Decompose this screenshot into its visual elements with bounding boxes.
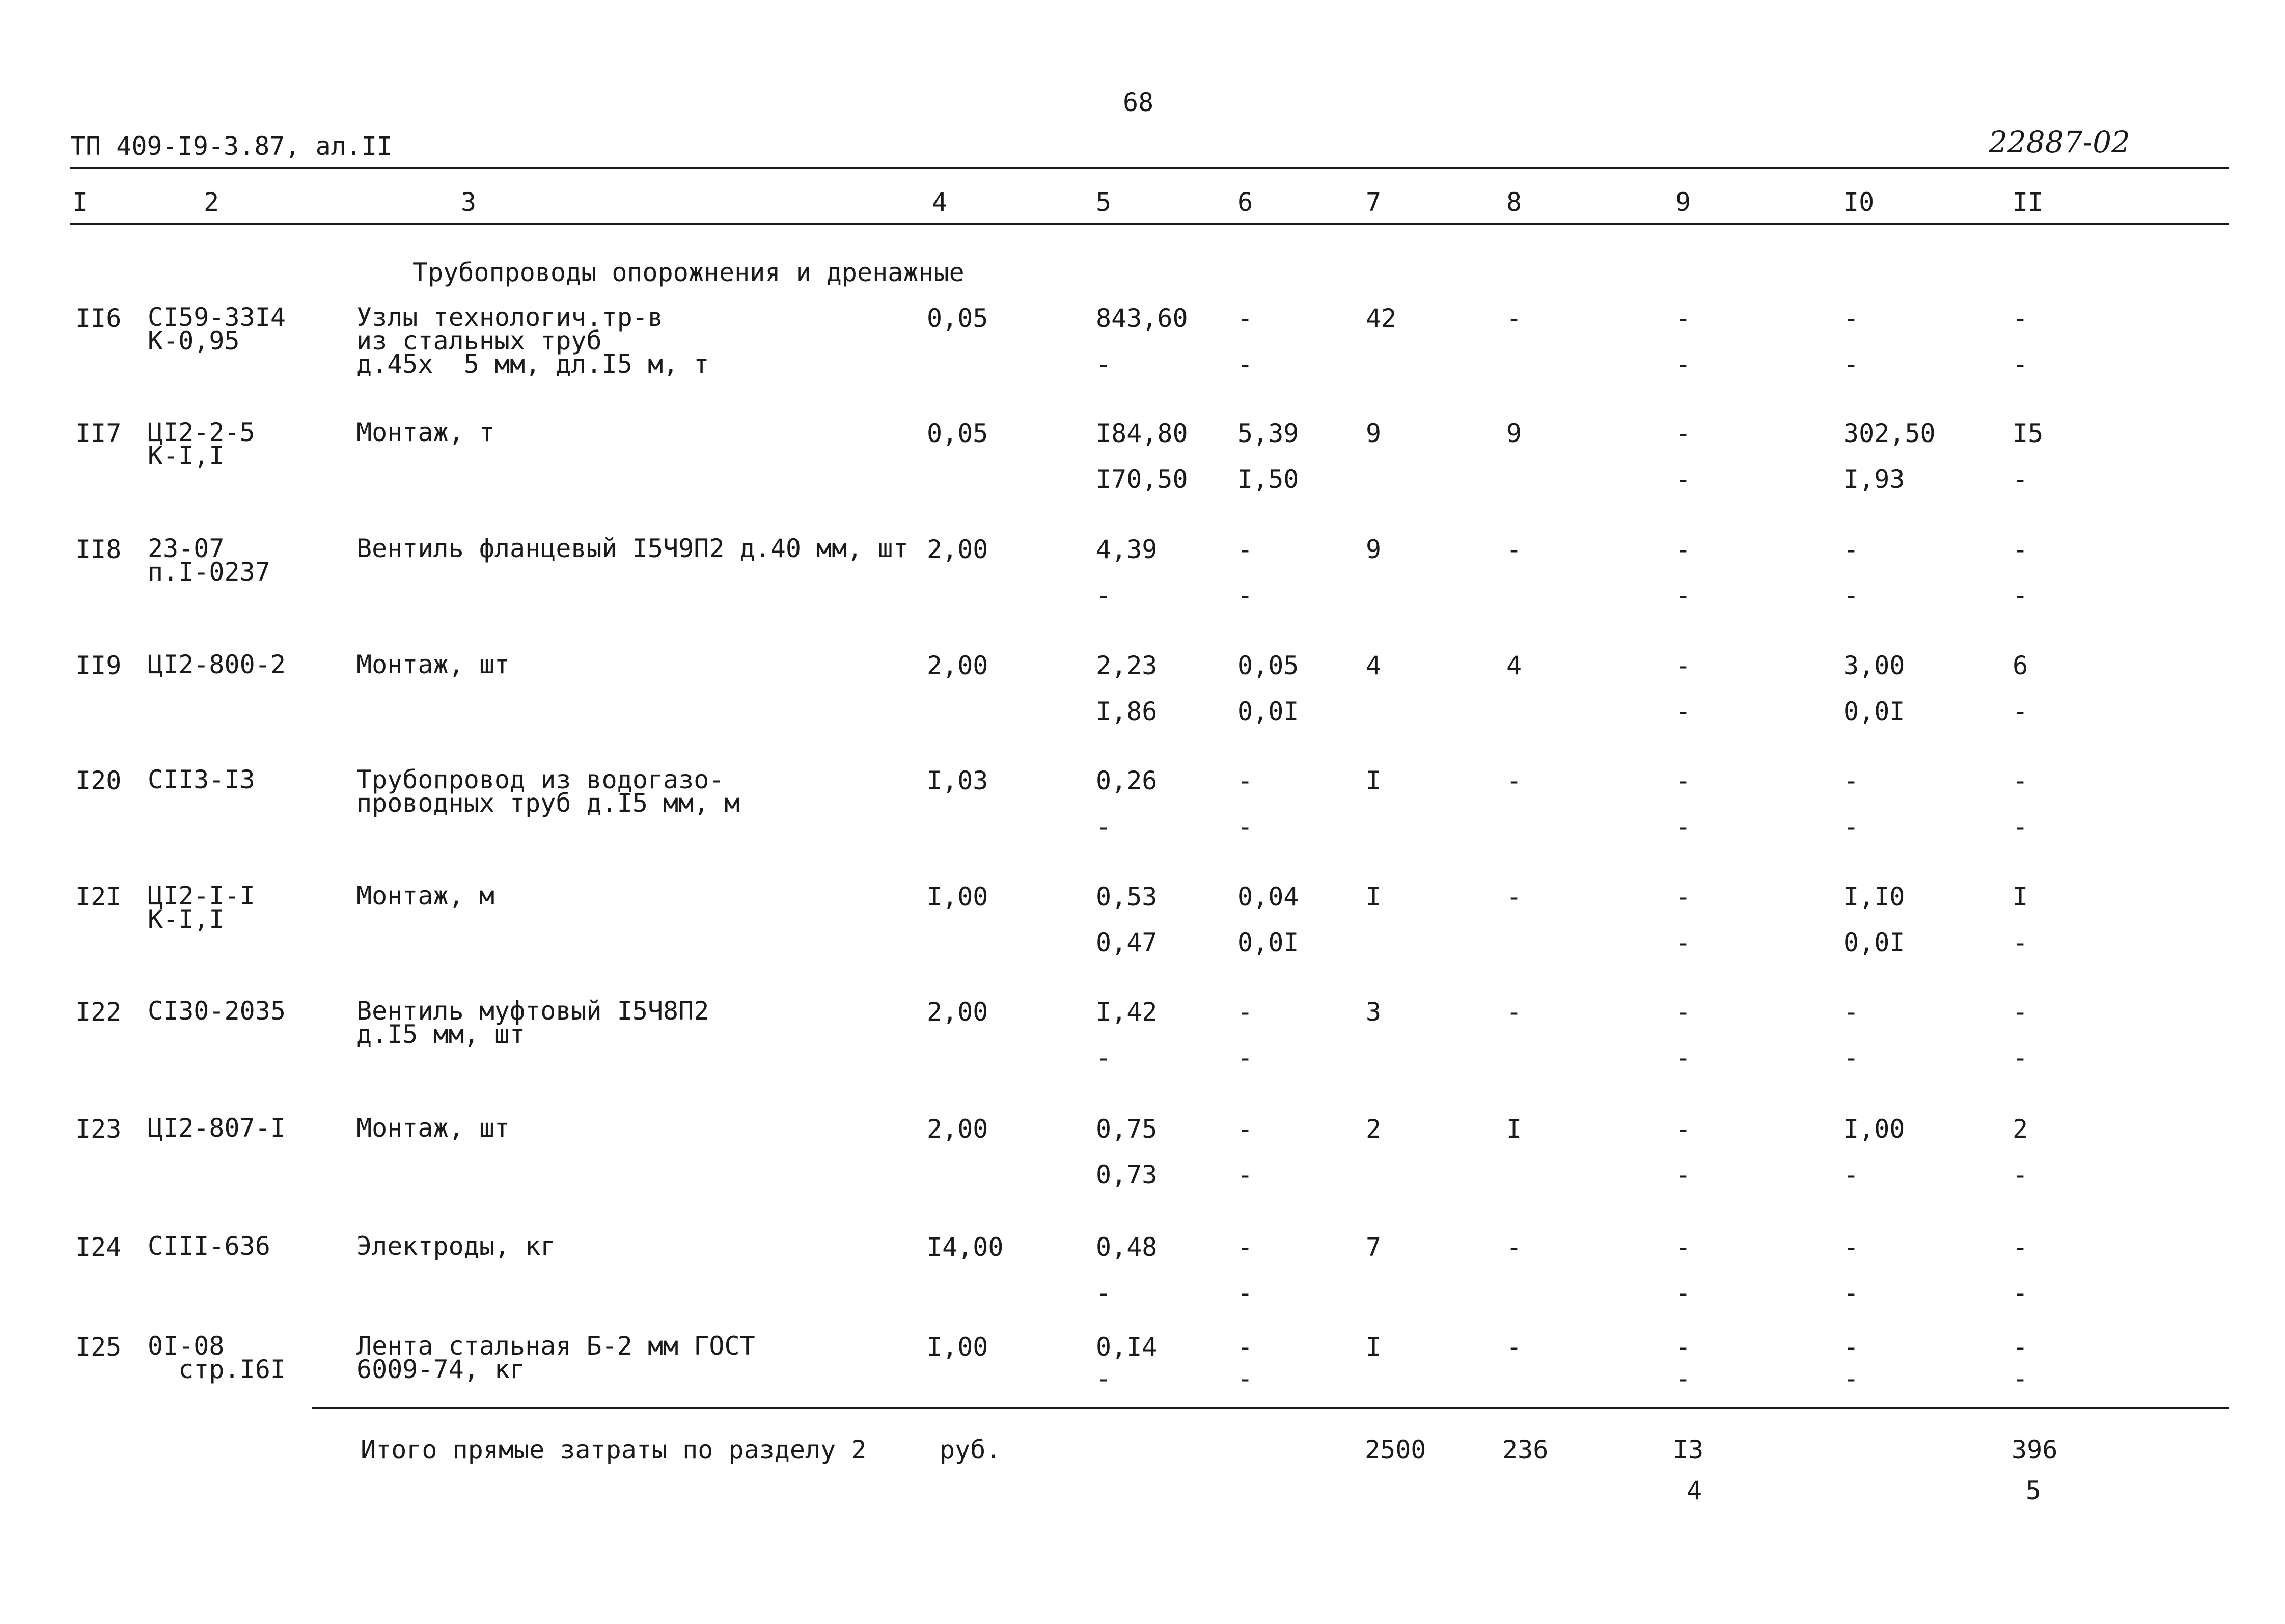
row-col5-bottom: 0,47 — [1096, 928, 1158, 957]
row-quantity: 2,00 — [927, 535, 988, 564]
row-col11-bottom: - — [2013, 812, 2028, 841]
section-heading: Трубопроводы опорожнения и дренажные — [412, 258, 965, 287]
row-col9-top: - — [1675, 1332, 1691, 1362]
row-col8: 9 — [1506, 419, 1522, 448]
row-name: Вентиль фланцевый I5Ч9П2 д.40 мм, шт — [356, 534, 909, 563]
row-col10-top: 3,00 — [1843, 651, 1905, 680]
row-col11-bottom: - — [2013, 581, 2028, 610]
totals-col8: 236 — [1502, 1435, 1549, 1465]
row-name: Монтаж, шт — [356, 650, 510, 679]
row-col9-bottom: - — [1675, 349, 1691, 379]
row-col11-top: I — [2013, 882, 2028, 912]
row-number: I22 — [75, 997, 122, 1027]
row-quantity: 2,00 — [927, 997, 988, 1027]
row-col7: 7 — [1366, 1232, 1382, 1262]
row-col10-top: - — [1843, 766, 1859, 795]
row-col9-bottom: - — [1675, 1160, 1691, 1190]
row-code: ЦI2-800-2 — [148, 650, 286, 679]
column-header-4: 4 — [932, 187, 948, 217]
row-col10-bottom: 0,0I — [1843, 697, 1905, 726]
row-col11-bottom: - — [2013, 1160, 2028, 1190]
totals-col9-top: I3 — [1673, 1435, 1704, 1465]
row-col6-top: - — [1237, 1114, 1253, 1144]
archive-number: 22887-02 — [1989, 125, 2130, 159]
row-col6-bottom: 0,0I — [1237, 928, 1299, 957]
row-col5-top: 0,48 — [1096, 1232, 1158, 1262]
row-col6-bottom: 0,0I — [1237, 697, 1299, 726]
row-col11-bottom: - — [2013, 928, 2028, 957]
row-col9-bottom: - — [1675, 464, 1691, 494]
row-name: Электроды, кг — [356, 1231, 556, 1261]
row-col5-top: 0,75 — [1096, 1114, 1158, 1144]
row-col9-top: - — [1675, 535, 1691, 564]
row-col11-bottom: - — [2013, 1043, 2028, 1072]
row-col6-bottom: - — [1237, 812, 1253, 841]
row-col5-bottom: - — [1096, 1043, 1112, 1072]
row-col10-top: - — [1843, 535, 1859, 564]
row-col10-top: I,I0 — [1843, 882, 1905, 912]
row-col6-bottom: - — [1237, 1043, 1253, 1072]
row-col9-bottom: - — [1675, 697, 1691, 726]
row-col9-bottom: - — [1675, 928, 1691, 957]
row-code: 0I-08 стр.I6I — [148, 1331, 286, 1384]
column-header-2: 2 — [204, 187, 219, 217]
column-header-5: 5 — [1096, 187, 1112, 217]
row-code: СI59-33I4 К-0,95 — [148, 302, 286, 355]
row-col9-top: - — [1675, 1114, 1691, 1144]
row-code: СIII-636 — [148, 1231, 270, 1261]
row-quantity: I,03 — [927, 766, 988, 795]
row-col10-bottom: - — [1843, 1278, 1859, 1308]
row-col11-top: - — [2013, 997, 2028, 1027]
row-code: СI30-2035 — [148, 996, 286, 1026]
row-col7: 42 — [1366, 304, 1397, 333]
row-number: I20 — [75, 766, 122, 795]
row-col6-top: - — [1237, 997, 1253, 1027]
row-col6-top: - — [1237, 766, 1253, 795]
row-col11-top: 6 — [2013, 651, 2028, 680]
row-col7: 9 — [1366, 535, 1382, 564]
row-col10-top: - — [1843, 304, 1859, 333]
row-col10-bottom: 0,0I — [1843, 928, 1905, 957]
row-code: ЦI2-807-I — [148, 1113, 286, 1143]
row-code: ЦI2-2-5 К-I,I — [148, 418, 255, 471]
column-header-6: 6 — [1237, 187, 1253, 217]
row-col6-bottom: - — [1237, 1160, 1253, 1190]
row-col11-top: - — [2013, 304, 2028, 333]
row-col8: - — [1506, 1232, 1522, 1262]
row-name: Вентиль муфтовый I5Ч8П2 д.I5 мм, шт — [356, 996, 709, 1049]
row-col10-top: - — [1843, 997, 1859, 1027]
totals-col11-top: 396 — [2012, 1435, 2058, 1465]
column-header-11: II — [2013, 187, 2044, 217]
row-col9-top: - — [1675, 419, 1691, 448]
row-quantity: 0,05 — [927, 419, 988, 448]
row-col7: I — [1366, 1332, 1382, 1362]
row-quantity: I,00 — [927, 1332, 988, 1362]
row-col11-top: - — [2013, 766, 2028, 795]
row-col5-top: 2,23 — [1096, 651, 1158, 680]
column-header-8: 8 — [1506, 187, 1522, 217]
row-name: Монтаж, м — [356, 881, 494, 911]
row-col9-top: - — [1675, 1232, 1691, 1262]
totals-rule — [312, 1407, 2229, 1409]
row-col11-top: I5 — [2013, 419, 2044, 448]
column-header-1: I — [72, 187, 88, 217]
document-code: ТП 409-I9-3.87, ал.II — [70, 131, 393, 161]
row-number: I25 — [75, 1332, 122, 1362]
column-header-9: 9 — [1675, 187, 1691, 217]
header-bottom-rule — [70, 223, 2229, 225]
row-col11-bottom: - — [2013, 464, 2028, 494]
row-col7: 9 — [1366, 419, 1382, 448]
row-col11-bottom: - — [2013, 1278, 2028, 1308]
row-col7: 2 — [1366, 1114, 1382, 1144]
row-col9-top: - — [1675, 882, 1691, 912]
row-col5-top: 0,53 — [1096, 882, 1158, 912]
row-col6-bottom: - — [1237, 349, 1253, 379]
row-number: II8 — [75, 535, 122, 564]
row-col5-bottom: - — [1096, 581, 1112, 610]
row-code: ЦI2-I-I К-I,I — [148, 881, 255, 934]
row-col11-bottom: - — [2013, 697, 2028, 726]
row-col5-bottom: - — [1096, 812, 1112, 841]
row-col8: - — [1506, 882, 1522, 912]
row-name: Монтаж, шт — [356, 1113, 510, 1143]
row-code: 23-07 п.I-0237 — [148, 534, 270, 587]
row-name: Узлы технологич.тр-в из стальных труб д.45х 5 мм, дл.I5 м, т — [356, 302, 709, 379]
row-col9-top: - — [1675, 304, 1691, 333]
row-quantity: 0,05 — [927, 304, 988, 333]
row-col9-bottom: - — [1675, 812, 1691, 841]
row-quantity: I,00 — [927, 882, 988, 912]
row-number: I23 — [75, 1114, 122, 1144]
row-col11-top: - — [2013, 535, 2028, 564]
row-col8: - — [1506, 1332, 1522, 1362]
row-col7: I — [1366, 882, 1382, 912]
row-col11-top: - — [2013, 1332, 2028, 1362]
row-name: Трубопровод из водогазо- проводных труб д.I5 мм, м — [356, 765, 740, 818]
row-col6-bottom: - — [1237, 581, 1253, 610]
row-col5-top: I,42 — [1096, 997, 1158, 1027]
row-col9-top: - — [1675, 651, 1691, 680]
row-col10-bottom: - — [1843, 812, 1859, 841]
row-col9-bottom: - — [1675, 581, 1691, 610]
row-col10-bottom: - — [1843, 1043, 1859, 1072]
column-header-3: 3 — [461, 187, 477, 217]
row-quantity: 2,00 — [927, 1114, 988, 1144]
totals-unit: руб. — [940, 1435, 1001, 1465]
row-col9-top: - — [1675, 766, 1691, 795]
row-number: II7 — [75, 419, 122, 448]
totals-col9-bottom: 4 — [1687, 1476, 1702, 1505]
row-col6-top: 0,05 — [1237, 651, 1299, 680]
column-header-7: 7 — [1366, 187, 1382, 217]
row-col10-top: 302,50 — [1843, 419, 1936, 448]
row-name: Лента стальная Б-2 мм ГОСТ 6009-74, кг — [356, 1331, 755, 1384]
row-col7: 3 — [1366, 997, 1382, 1027]
row-col11-top: 2 — [2013, 1114, 2028, 1144]
row-col9-bottom: - — [1675, 1043, 1691, 1072]
row-col6-top: - — [1237, 1332, 1253, 1362]
row-col7: I — [1366, 766, 1382, 795]
row-col8: 4 — [1506, 651, 1522, 680]
row-col8: - — [1506, 766, 1522, 795]
totals-col11-bottom: 5 — [2026, 1476, 2042, 1505]
row-col10-bottom: - — [1843, 581, 1859, 610]
row-col6-top: - — [1237, 535, 1253, 564]
header-top-rule — [70, 167, 2229, 169]
row-col8: I — [1506, 1114, 1522, 1144]
row-col9-bottom: - — [1675, 1278, 1691, 1308]
row-col5-bottom: - — [1096, 1278, 1112, 1308]
row-col10-top: - — [1843, 1232, 1859, 1262]
row-number: I24 — [75, 1232, 122, 1262]
row-col5-bottom: - — [1096, 1364, 1112, 1393]
row-col9-top: - — [1675, 997, 1691, 1027]
totals-label: Итого прямые затраты по разделу 2 — [361, 1435, 867, 1465]
row-number: II6 — [75, 304, 122, 333]
row-col10-bottom: I,93 — [1843, 464, 1905, 494]
row-col10-top: - — [1843, 1332, 1859, 1362]
row-col6-top: 0,04 — [1237, 882, 1299, 912]
row-name: Монтаж, т — [356, 418, 494, 447]
row-col11-bottom: - — [2013, 349, 2028, 379]
row-col8: - — [1506, 535, 1522, 564]
row-col10-top: I,00 — [1843, 1114, 1905, 1144]
row-col5-top: I84,80 — [1096, 419, 1188, 448]
row-col8: - — [1506, 304, 1522, 333]
row-col10-bottom: - — [1843, 349, 1859, 379]
row-col8: - — [1506, 997, 1522, 1027]
row-col5-bottom: I70,50 — [1096, 464, 1188, 494]
row-col5-bottom: - — [1096, 349, 1112, 379]
row-col6-bottom: I,50 — [1237, 464, 1299, 494]
row-col11-top: - — [2013, 1232, 2028, 1262]
row-col5-bottom: I,86 — [1096, 697, 1158, 726]
row-quantity: I4,00 — [927, 1232, 1004, 1262]
row-col6-top: - — [1237, 1232, 1253, 1262]
row-col5-top: 0,I4 — [1096, 1332, 1158, 1362]
row-code: СII3-I3 — [148, 765, 255, 794]
row-col6-bottom: - — [1237, 1278, 1253, 1308]
row-col6-top: - — [1237, 304, 1253, 333]
row-number: II9 — [75, 651, 122, 680]
row-col6-top: 5,39 — [1237, 419, 1299, 448]
column-header-10: I0 — [1843, 187, 1875, 217]
row-col5-top: 0,26 — [1096, 766, 1158, 795]
row-col5-bottom: 0,73 — [1096, 1160, 1158, 1190]
row-col6-bottom: - — [1237, 1364, 1253, 1393]
row-col5-top: 4,39 — [1096, 535, 1158, 564]
row-col7: 4 — [1366, 651, 1382, 680]
row-number: I2I — [75, 882, 122, 912]
row-col9-bottom: - — [1675, 1364, 1691, 1393]
row-col10-bottom: - — [1843, 1364, 1859, 1393]
row-col11-bottom: - — [2013, 1364, 2028, 1393]
row-col5-top: 843,60 — [1096, 304, 1188, 333]
totals-col7: 2500 — [1365, 1435, 1426, 1465]
row-quantity: 2,00 — [927, 651, 988, 680]
row-col10-bottom: - — [1843, 1160, 1859, 1190]
page-number: 68 — [1123, 88, 1154, 117]
